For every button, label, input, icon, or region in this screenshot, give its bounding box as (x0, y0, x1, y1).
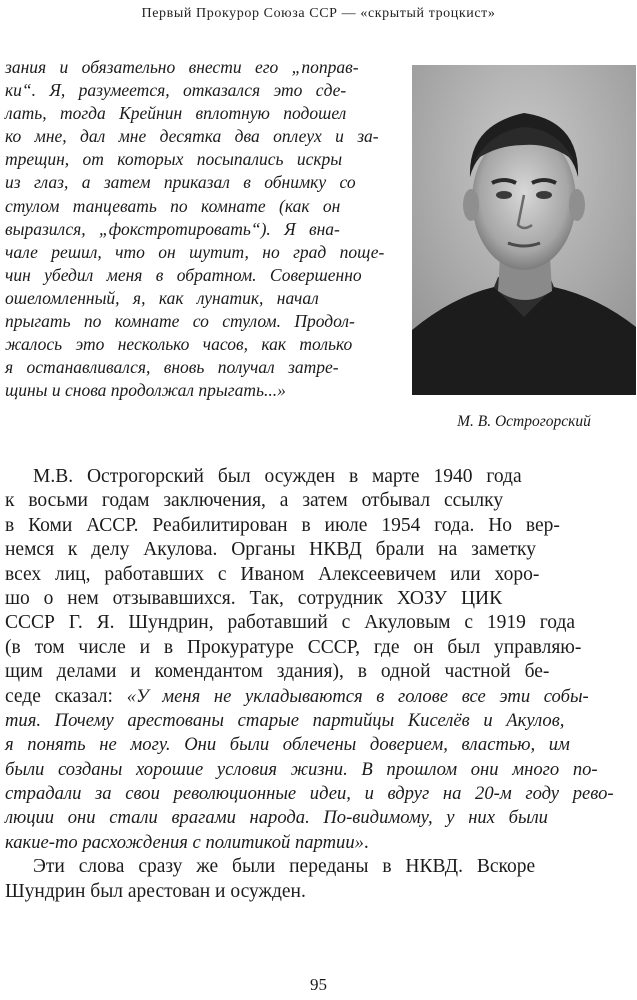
photo-caption: М. В. Острогорский (457, 413, 591, 430)
text-line-regular: к восьми годам заключения, а затем отбывал ссылку (5, 490, 504, 512)
running-head: Первый Прокурор Союза ССР — «скрытый троцкист» (141, 6, 496, 21)
text-line (5, 782, 630, 806)
text-line-regular: всех лиц, работавших с Иваном Алексеевичем или хоро- (5, 563, 540, 585)
quote-line: ошеломленный, я, как лунатик, начал (5, 287, 319, 308)
quote-line: стулом танцевать по комнате (как он (5, 195, 341, 216)
portrait-photo (412, 65, 636, 395)
text-line (5, 685, 630, 709)
text-line (5, 538, 630, 562)
text-line-regular: М.В. Острогорский был осужден в марте 1940 года (33, 466, 522, 487)
text-line-regular: Шундрин был арестован и осужден. (5, 880, 306, 902)
text-line-regular: в Коми АССР. Реабилитирован в июле 1954 года. Но вер- (5, 514, 560, 536)
text-line-quote: я понять не могу. Они были облечены доверием, властью, им (5, 734, 570, 756)
text-line (5, 709, 630, 733)
text-line-regular: шо о нем отзывавшихся. Так, сотрудник ХОЗУ ЦИК (5, 587, 503, 609)
text-line (5, 563, 630, 587)
text-line-regular: Эти слова сразу же были переданы в НКВД. Вскоре (33, 856, 536, 878)
text-line-quote: какие-то расхождения с политикой партии» (5, 831, 364, 853)
text-line-quote: «У меня не укладываются в голове все эти собы- (126, 685, 589, 707)
page-number: 95 (310, 975, 327, 994)
text-line-regular: немся к делу Акулова. Органы НКВД брали на заметку (5, 539, 536, 561)
text-line-regular: щим делами и комендантом здания), в одной частной бе- (5, 661, 550, 683)
quote-line: прыгать по комнате со стулом. Продол- (5, 311, 355, 332)
quote-line: трещин, от которых посыпались искры (5, 149, 343, 170)
quote-line: я останавливался, вновь получал затре- (5, 357, 339, 378)
text-line-regular: (в том числе и в Прокуратуре СССР, где он был управляю- (5, 636, 582, 658)
quote-line: чин убедил меня в обратном. Совершенно (5, 264, 362, 285)
quote-line: зания и обязательно внести его „поправ- (5, 57, 359, 77)
quote-line: щины и снова продолжал прыгать...» (5, 380, 286, 401)
italic-quote (5, 56, 405, 402)
text-line (5, 611, 630, 635)
text-line (5, 855, 630, 879)
text-line-regular: седе сказал: (5, 685, 127, 707)
text-line-quote: люции они стали врагами народа. По-видимому, у них были (5, 807, 548, 829)
text-line (5, 514, 630, 538)
text-line-tail: . (363, 831, 369, 853)
body-text (5, 465, 630, 904)
text-line (5, 806, 630, 830)
quote-line: лать, тогда Крейнин вплотную подошел (5, 103, 347, 124)
text-line (5, 636, 630, 660)
portrait-image (412, 65, 636, 395)
text-line (5, 880, 630, 904)
quote-line: выразился, „фокстротировать“). Я вна- (5, 218, 340, 239)
text-line (5, 587, 630, 611)
quote-line: ки“. Я, разумеется, отказался это сде- (5, 80, 347, 101)
text-line-quote: были созданы хорошие условия жизни. В прошлом они много по- (5, 758, 598, 780)
text-line (5, 733, 630, 757)
text-line (5, 465, 630, 489)
text-line-regular: СССР Г. Я. Шундрин, работавший с Акуловым с 1919 года (5, 612, 576, 634)
text-line (5, 758, 630, 782)
text-line (5, 489, 630, 513)
text-line (5, 660, 630, 684)
quote-line: жалось это несколько часов, как только (5, 334, 353, 355)
quote-line: из глаз, а затем приказал в обнимку со (5, 172, 356, 193)
quote-line: чале решил, что он шутит, но град поще- (5, 241, 385, 262)
text-line-quote: страдали за свои революционные идеи, и вдруг на 20-м году рево- (5, 783, 614, 805)
text-line (5, 831, 630, 855)
text-line-quote: тия. Почему арестованы старые партийцы Киселёв и Акулов, (5, 709, 565, 731)
quote-line: ко мне, дал мне десятка два оплеух и за- (5, 126, 379, 147)
